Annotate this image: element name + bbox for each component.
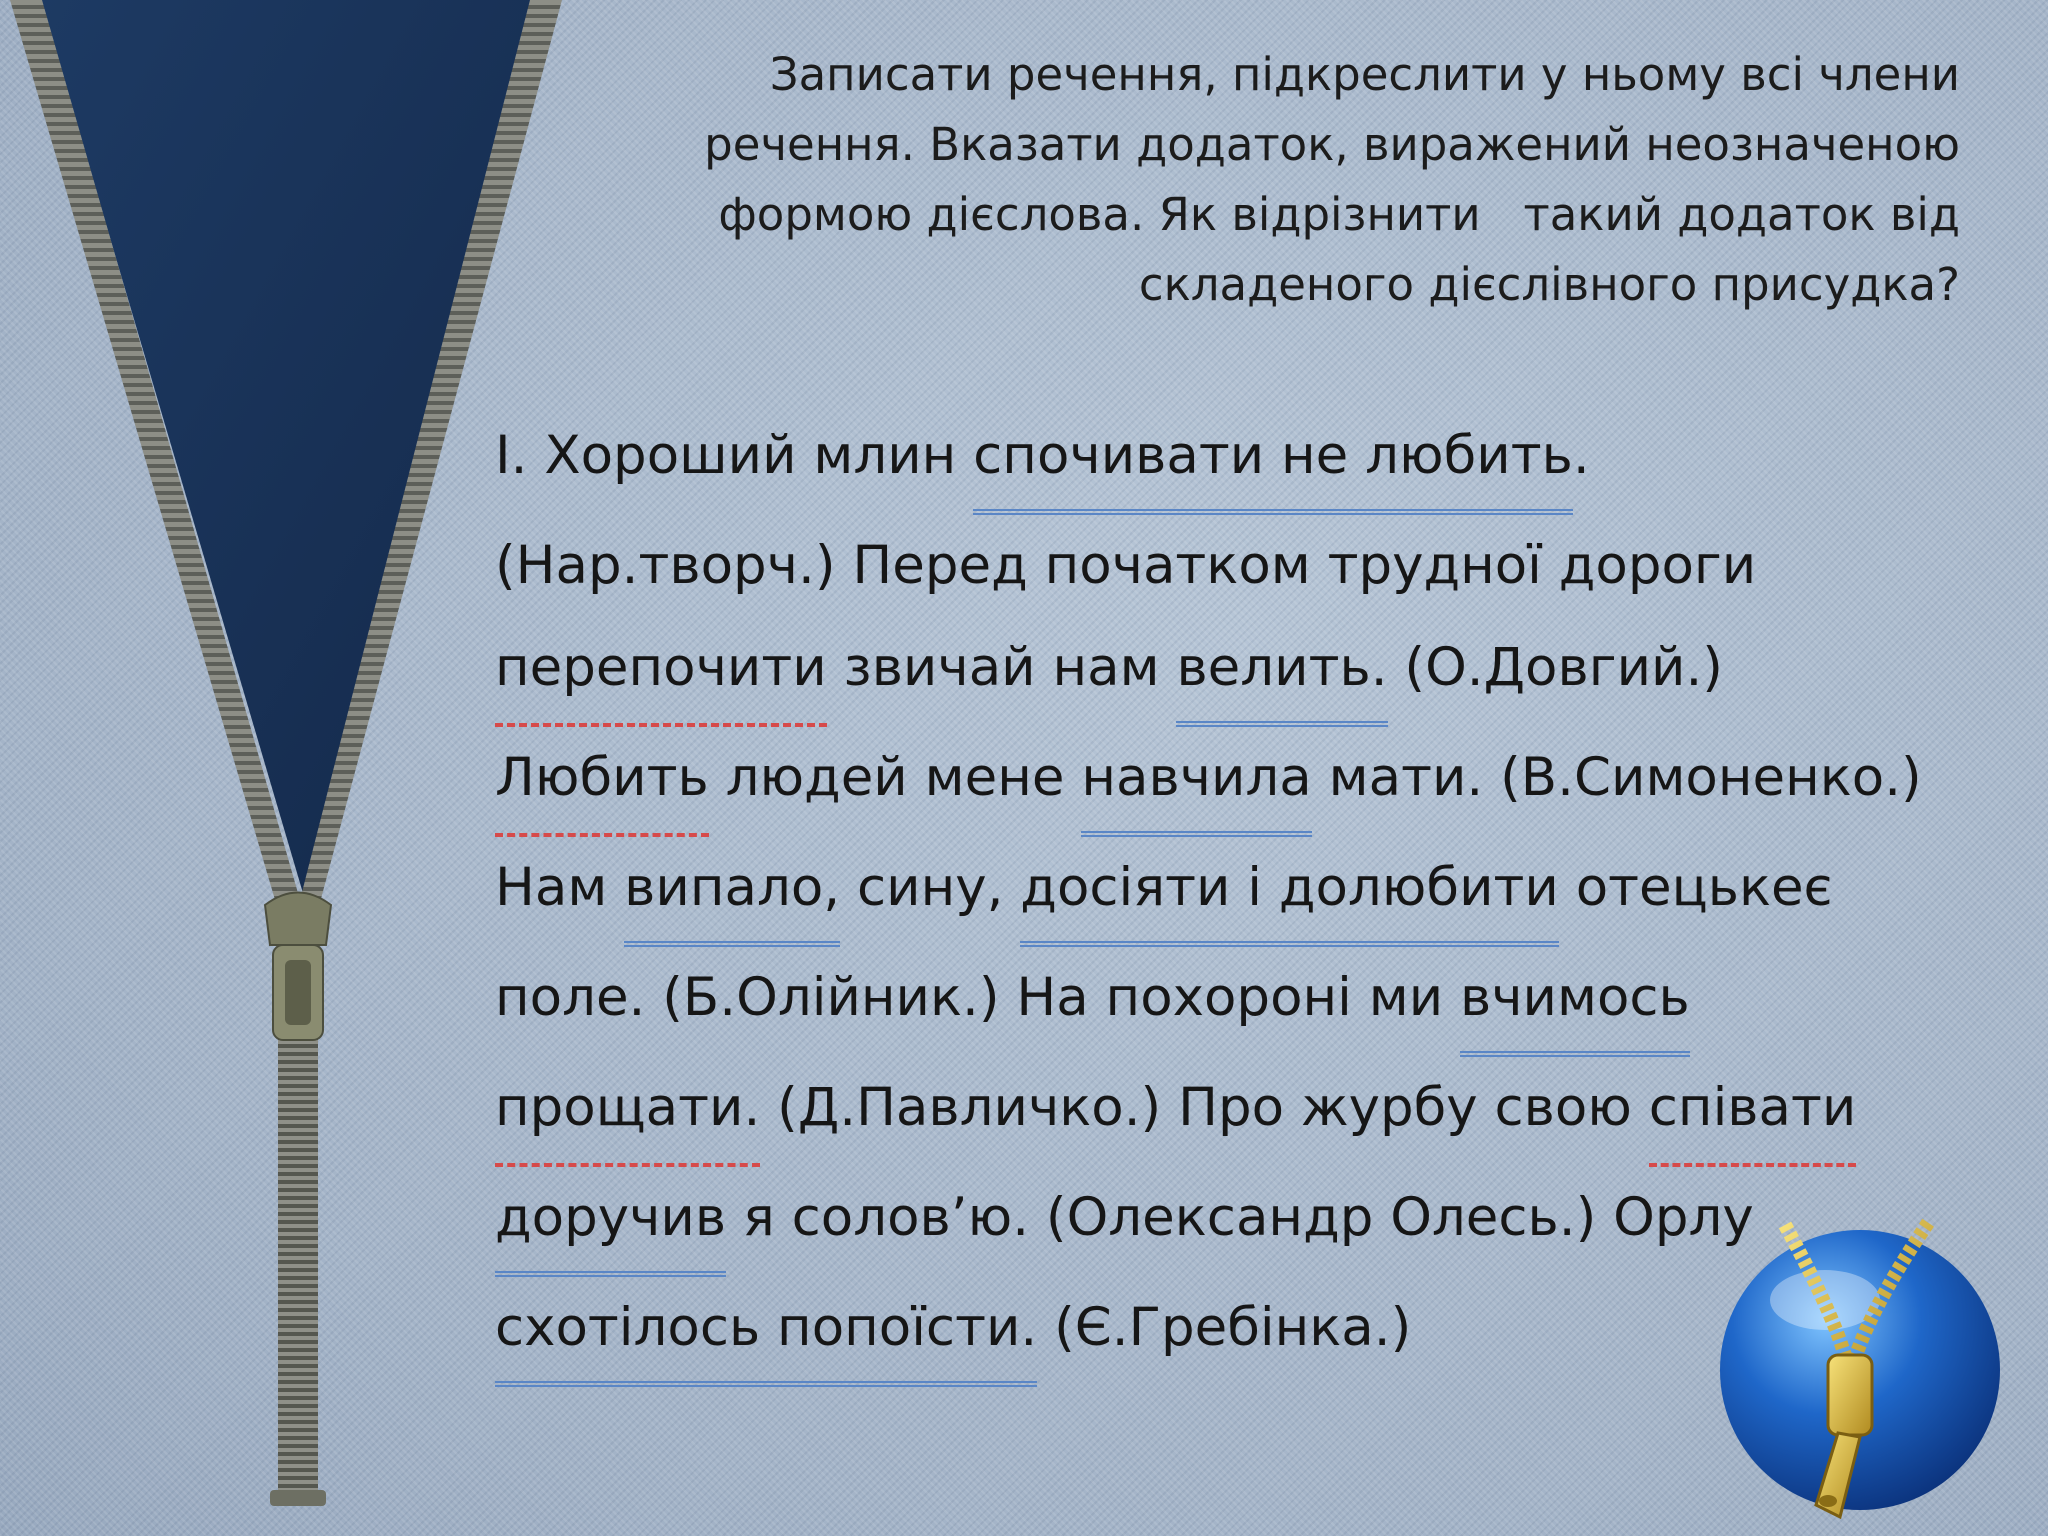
zipper-globe-icon <box>1690 1205 2010 1525</box>
text-line <box>495 727 2015 837</box>
text-line <box>495 947 2015 1057</box>
instruction-line: складеного дієслівного присудка? <box>1138 258 1960 311</box>
text-segment: людей мене <box>708 747 1082 808</box>
text-line <box>495 515 2015 617</box>
text-segment: (О.Довгий.) <box>1387 637 1723 698</box>
predicate-underlined: вчимось <box>1460 947 1690 1057</box>
instruction-line: речення. Вказати додаток, виражений неозначеною <box>704 118 1960 171</box>
text-line <box>495 1057 2015 1167</box>
instruction-text <box>640 40 1960 320</box>
text-segment: звичай нам <box>826 637 1177 698</box>
text-line <box>495 405 2015 515</box>
object-underlined: перепочити <box>495 617 827 727</box>
text-segment: поле. (Б.Олійник.) На похороні ми <box>495 967 1460 1028</box>
text-segment: (Д.Павличко.) Про журбу свою <box>760 1077 1649 1138</box>
text-segment: (Нар.творч.) Перед початком трудної дороги <box>495 535 1757 596</box>
predicate-underlined: навчила <box>1081 727 1311 837</box>
text-segment: І. Хороший млин <box>495 425 974 486</box>
text-segment: я солов’ю. (Олександр Олесь.) Орлу <box>726 1187 1754 1248</box>
text-segment: мати. (В.Симоненко.) <box>1311 747 1922 808</box>
object-underlined: співати <box>1649 1057 1857 1167</box>
text-line <box>495 837 2015 947</box>
text-segment: отецькеє <box>1558 857 1833 918</box>
predicate-underlined: доручив <box>495 1167 726 1277</box>
text-line <box>495 617 2015 727</box>
text-segment: Нам <box>495 857 625 918</box>
predicate-underlined: схотілось попоїсти. <box>495 1277 1037 1387</box>
text-segment: . <box>1572 425 1590 486</box>
instruction-line: Записати речення, підкреслити у ньому всі члени <box>769 48 1960 101</box>
predicate-underlined: випало, <box>624 837 840 947</box>
instruction-line: формою дієслова. Як відрізнити такий додаток від <box>718 188 1960 241</box>
object-underlined: прощати. <box>495 1057 760 1167</box>
predicate-underlined: велить. <box>1176 617 1387 727</box>
predicate-underlined: спочивати не любить <box>973 405 1573 515</box>
text-segment: (Є.Гребінка.) <box>1037 1297 1412 1358</box>
predicate-underlined: досіяти і долюбити <box>1020 837 1559 947</box>
object-underlined: Любить <box>495 727 709 837</box>
text-segment: сину, <box>840 857 1021 918</box>
